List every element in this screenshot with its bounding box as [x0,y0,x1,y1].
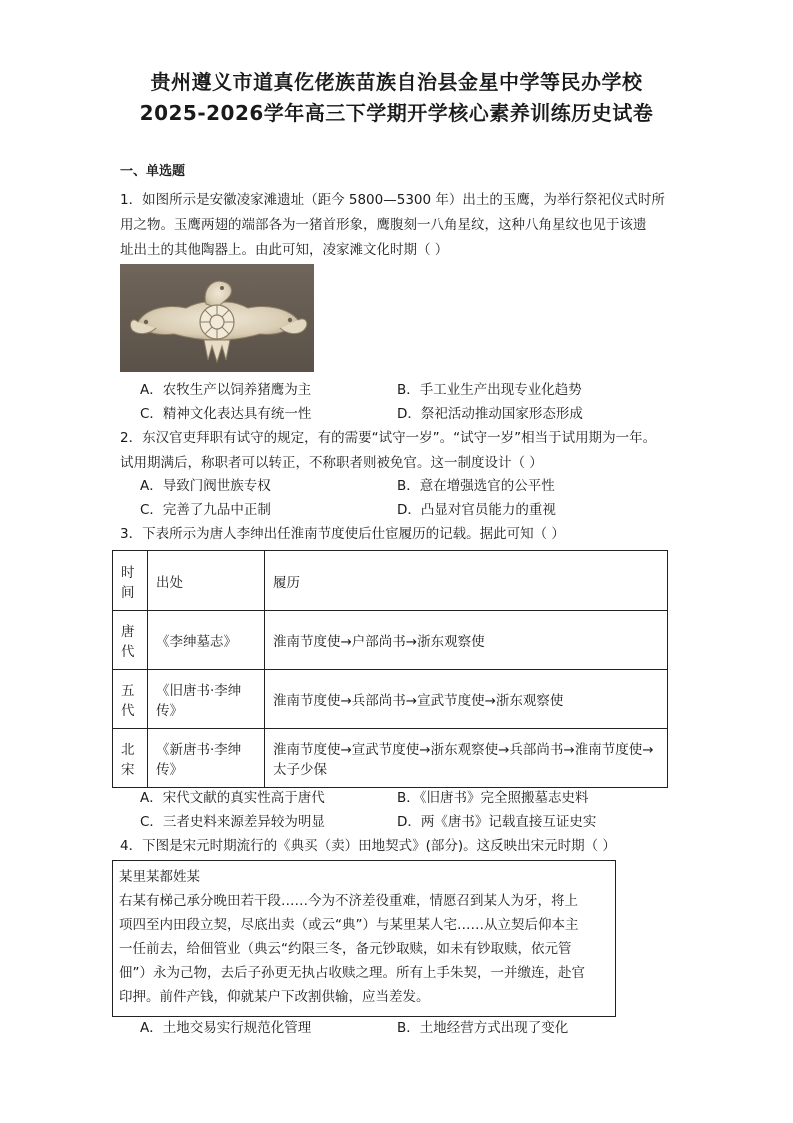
q2-option-c: C．完善了九品中正制 [140,502,271,518]
q4-option-b: B．土地经营方式出现了变化 [397,1020,569,1036]
q1-option-b: B．手工业生产出现专业化趋势 [397,382,582,398]
q2-option-a: A．导致门阀世族专权 [140,478,271,494]
table-header-row [113,551,668,611]
exam-title-line2: 2025-2026学年高三下学期开学核心素养训练历史试卷 [139,101,654,125]
table-row [113,611,668,670]
table-header-cell: 时间 [113,551,148,611]
table-header-cell: 出处 [148,551,265,611]
jade-eagle-image [120,264,314,372]
career-table [112,550,668,788]
contract-line: 印押。前件产钱，仰就某户下改割供输，应当差发。 [119,989,430,1005]
q2-option-d: D．凸显对官员能力的重视 [397,502,556,518]
question-1 [120,188,680,263]
section-label: 一、单选题 [120,164,186,179]
q3-option-d: D．两《唐书》记载直接互证史实 [397,814,597,830]
table-cell: 淮南节度使→户部尚书→浙东观察使 [265,611,668,670]
contract-line: 项四至内田段立契，尽底出卖（或云“典”）与某里某人宅……从立契后仰本主 [119,917,579,933]
table-cell: 淮南节度使→宣武节度使→浙东观察使→兵部尚书→淮南节度使→太子少保 [265,729,668,788]
table-cell: 唐代 [113,611,148,670]
question-1-line: 1．如图所示是安徽凌家滩遗址（距今 5800—5300 年）出土的玉鹰，为举行祭祀仪式时所 [120,192,665,208]
contract-line: 一任前去，给佃管业（典云“约限三冬，备元钞取赎，如未有钞取赎，依元管 [119,941,572,957]
q3-option-c: C．三者史料来源差异较为明显 [140,814,325,830]
contract-line: 佃”）永为己物，去后子孙更无执占收赎之理。所有上手朱契，一并缴连，赴官 [119,965,585,981]
table-header-cell: 履历 [265,551,668,611]
exam-title-line1: 贵州遵义市道真仡佬族苗族自治县金星中学等民办学校 [150,70,643,94]
q3-option-b: B．《旧唐书》完全照搬墓志史料 [397,790,589,806]
question-1-line: 址出土的其他陶器上。由此可知，凌家滩文化时期（ ） [120,242,449,258]
q2-option-b: B．意在增强选官的公平性 [397,478,555,494]
table-cell: 《李绅墓志》 [148,611,265,670]
question-3: 3．下表所示为唐人李绅出任淮南节度使后仕宦履历的记载。据此可知（ ） [120,526,565,542]
table-row [113,670,668,729]
contract-line: 右某有梯己承分晚田若干段……今为不济差役重难，情愿召到某人为牙，将上 [119,893,578,909]
q1-option-c: C．精神文化表达具有统一性 [140,406,312,422]
table-cell: 《新唐书·李绅传》 [148,729,265,788]
q1-option-a: A．农牧生产以饲养猪鹰为主 [140,382,312,398]
q1-option-d: D．祭祀活动推动国家形态形成 [397,406,583,422]
q3-option-a: A．宋代文献的真实性高于唐代 [140,790,325,806]
contract-excerpt-box [112,860,616,1017]
q4-option-a: A．土地交易实行规范化管理 [140,1020,312,1036]
table-cell: 淮南节度使→兵部尚书→宣武节度使→浙东观察使 [265,670,668,729]
table-cell: 五代 [113,670,148,729]
question-2-line: 试用期满后，称职者可以转正，不称职者则被免官。这一制度设计（ ） [120,455,543,471]
contract-line: 某里某都姓某 [119,869,200,885]
question-2 [120,426,680,476]
question-2-line: 2．东汉官吏拜职有试守的规定，有的需要“试守一岁”。“试守一岁”相当于试用期为一年。 [120,430,657,446]
table-cell: 北宋 [113,729,148,788]
table-row [113,729,668,788]
question-4: 4．下图是宋元时期流行的《典买（卖）田地契式》(部分)。这反映出宋元时期（ ） [120,838,616,854]
table-cell: 《旧唐书·李绅传》 [148,670,265,729]
question-1-line: 用之物。玉鹰两翅的端部各为一猪首形象，鹰腹刻一八角星纹，这种八角星纹也见于该遗 [120,217,647,233]
